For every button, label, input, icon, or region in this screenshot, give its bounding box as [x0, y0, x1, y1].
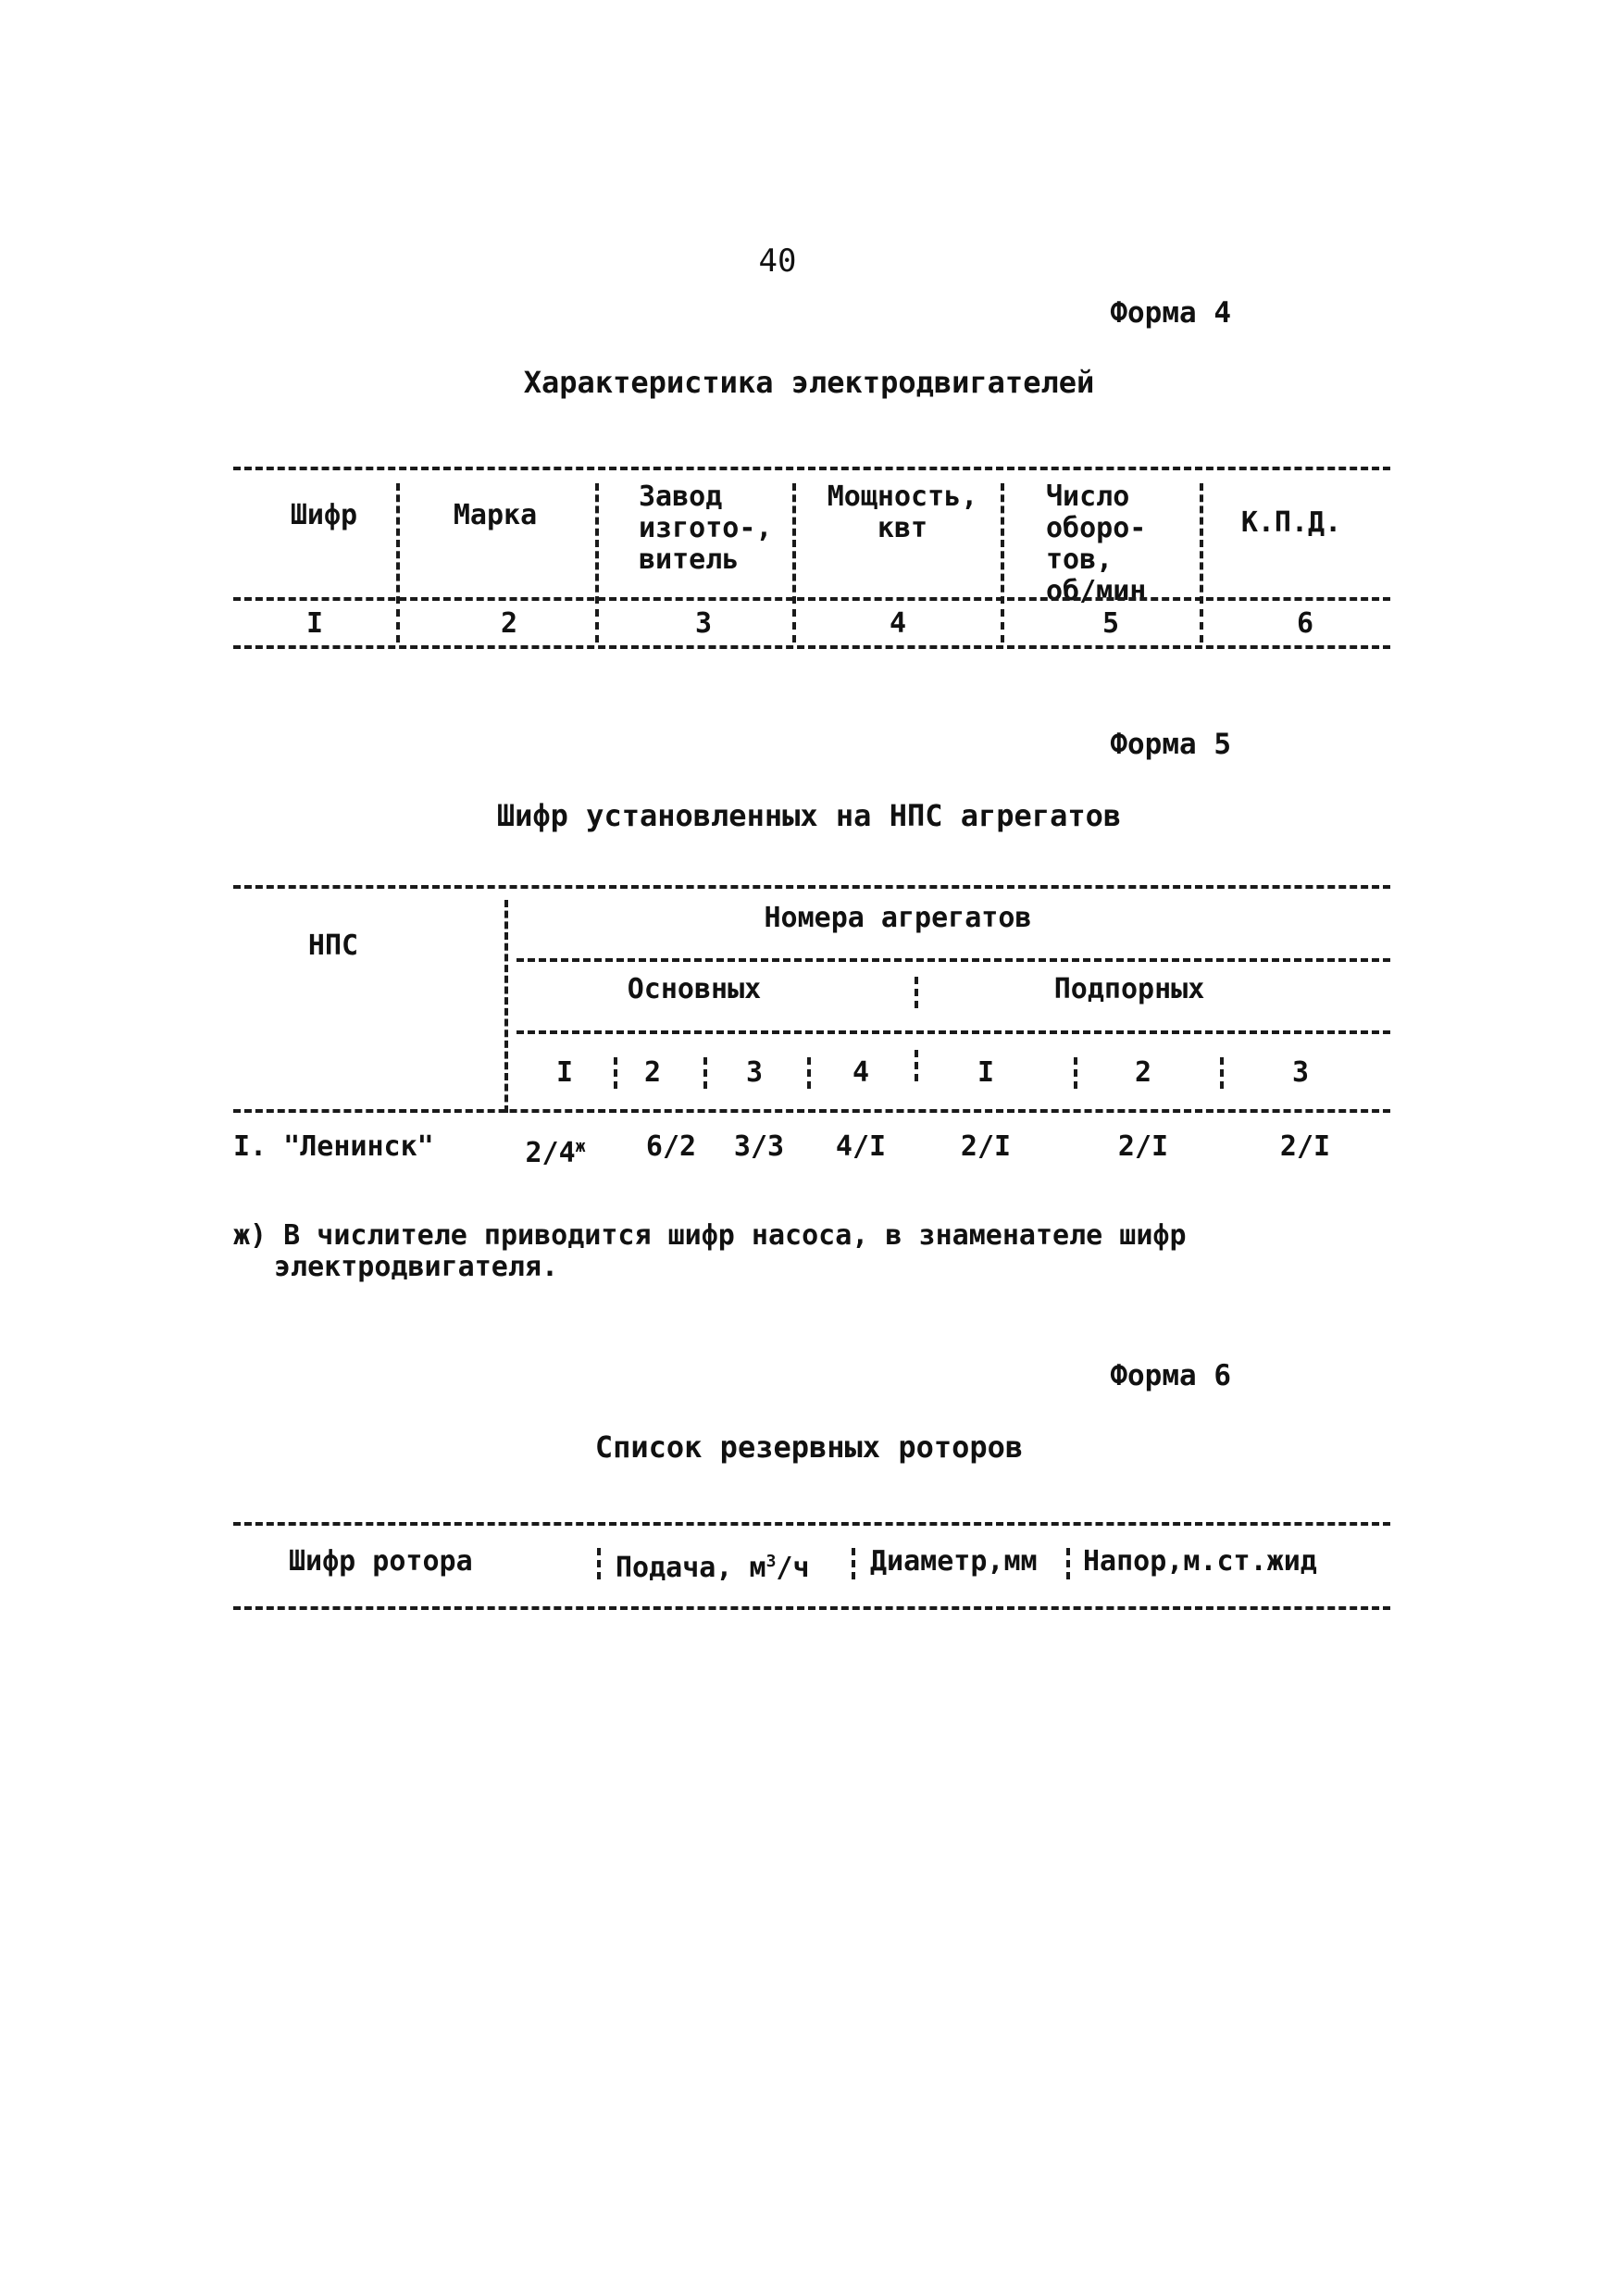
form-5-row-value: 6/2 — [645, 1130, 697, 1163]
form-4-header-moshchnost: Мощность, квт — [827, 480, 978, 544]
form-4-colnum: 5 — [1101, 607, 1120, 640]
form-5-main-num: 4 — [852, 1056, 870, 1089]
form-6-header-podacha: Подача, $м^3/ч$ — [616, 1552, 810, 1584]
form-4-header-rule — [233, 597, 1390, 601]
form-4-header-shifr: Шифр — [290, 499, 358, 531]
form-5-header-booster: Подпорных — [1053, 973, 1205, 1005]
form-4-separator — [595, 609, 599, 643]
form-4-colnum: 3 — [694, 607, 713, 640]
form-4-separator — [1001, 483, 1008, 604]
form-5-separator — [1220, 1057, 1224, 1089]
form-4-header-marka: Марка — [453, 499, 538, 531]
form-4-separator — [396, 609, 400, 643]
form-5-label: Форма 5 — [1110, 728, 1231, 761]
form-5-separator — [703, 1057, 707, 1089]
form-4-header-zavod: Завод изгото-, витель — [639, 480, 773, 576]
form-6-top-rule — [233, 1522, 1390, 1526]
form-6-label: Форма 6 — [1110, 1359, 1231, 1392]
form-4-separator — [396, 483, 404, 604]
form-4-separator — [792, 609, 796, 643]
form-5-separator — [1074, 1057, 1077, 1089]
form-6-separator — [852, 1548, 855, 1579]
form-4-header-chislo: Число оборо- тов, об/мин — [1046, 480, 1147, 607]
form-5-main-num: 2 — [643, 1056, 662, 1089]
form-5-booster-num: 2 — [1134, 1056, 1152, 1089]
form-4-title: Характеристика электродвигателей — [523, 365, 1095, 400]
form-4-separator — [1200, 609, 1203, 643]
form-5-separator — [915, 977, 918, 1008]
form-4-header-kpd: К.П.Д. — [1240, 506, 1342, 539]
form-5-header-numbers: Номера агрегатов — [764, 902, 1032, 934]
form-5-main-num: I — [555, 1056, 574, 1089]
page-number: 40 — [758, 243, 797, 280]
form-4-bottom-rule — [233, 645, 1390, 649]
form-6-bottom-rule — [233, 1606, 1390, 1610]
form-5-header-rule — [233, 1109, 1390, 1113]
form-6-header-diametr: Диаметр,мм — [870, 1545, 1038, 1578]
form-6-title: Список резервных роторов — [594, 1429, 1024, 1465]
form-5-subheader-rule — [517, 1030, 1390, 1034]
form-5-header-nps: НПС — [307, 930, 359, 962]
form-6-separator — [1066, 1548, 1070, 1579]
form-5-booster-num: I — [977, 1056, 995, 1089]
form-5-header-main: Основных — [627, 973, 762, 1005]
form-5-separator — [614, 1057, 617, 1089]
form-4-label: Форма 4 — [1110, 296, 1231, 330]
form-5-subheader-rule — [517, 958, 1390, 962]
form-4-separator — [1200, 483, 1207, 604]
form-5-title: Шифр установленных на НПС агрегатов — [496, 798, 1122, 833]
form-4-separator — [1001, 609, 1004, 643]
form-6-header-shifr-rotora: Шифр ротора — [289, 1545, 473, 1578]
form-5-footnote: ж) В числителе приводится шифр насоса, в знаменателе шифр электродвигателя. — [233, 1219, 1187, 1283]
form-5-row-value: 2/I — [1279, 1130, 1331, 1163]
form-4-colnum: 6 — [1296, 607, 1314, 640]
form-5-separator — [807, 1057, 811, 1089]
form-5-row-value: 2/I — [1117, 1130, 1169, 1163]
form-4-separator — [792, 483, 800, 604]
form-4-top-rule — [233, 467, 1390, 470]
form-5-top-rule — [233, 885, 1390, 889]
form-4-colnum: I — [305, 607, 324, 640]
form-5-main-num: 3 — [745, 1056, 764, 1089]
form-5-separator — [915, 1050, 918, 1081]
form-4-colnum: 4 — [889, 607, 907, 640]
form-4-separator — [595, 483, 603, 604]
form-6-separator — [597, 1548, 601, 1579]
form-5-row-value: 3/3 — [733, 1130, 785, 1163]
form-5-row-value: 2/I — [960, 1130, 1012, 1163]
form-5-row-value: $2/4^ж$ — [525, 1137, 586, 1169]
form-5-booster-num: 3 — [1291, 1056, 1310, 1089]
form-5-separator — [504, 900, 508, 1113]
form-4-colnum: 2 — [500, 607, 518, 640]
form-5-row-value: 4/I — [835, 1130, 887, 1163]
form-5-row-name: I. "Ленинск" — [233, 1130, 434, 1163]
form-6-header-napor: Напор,м.ст.жид — [1083, 1545, 1317, 1578]
